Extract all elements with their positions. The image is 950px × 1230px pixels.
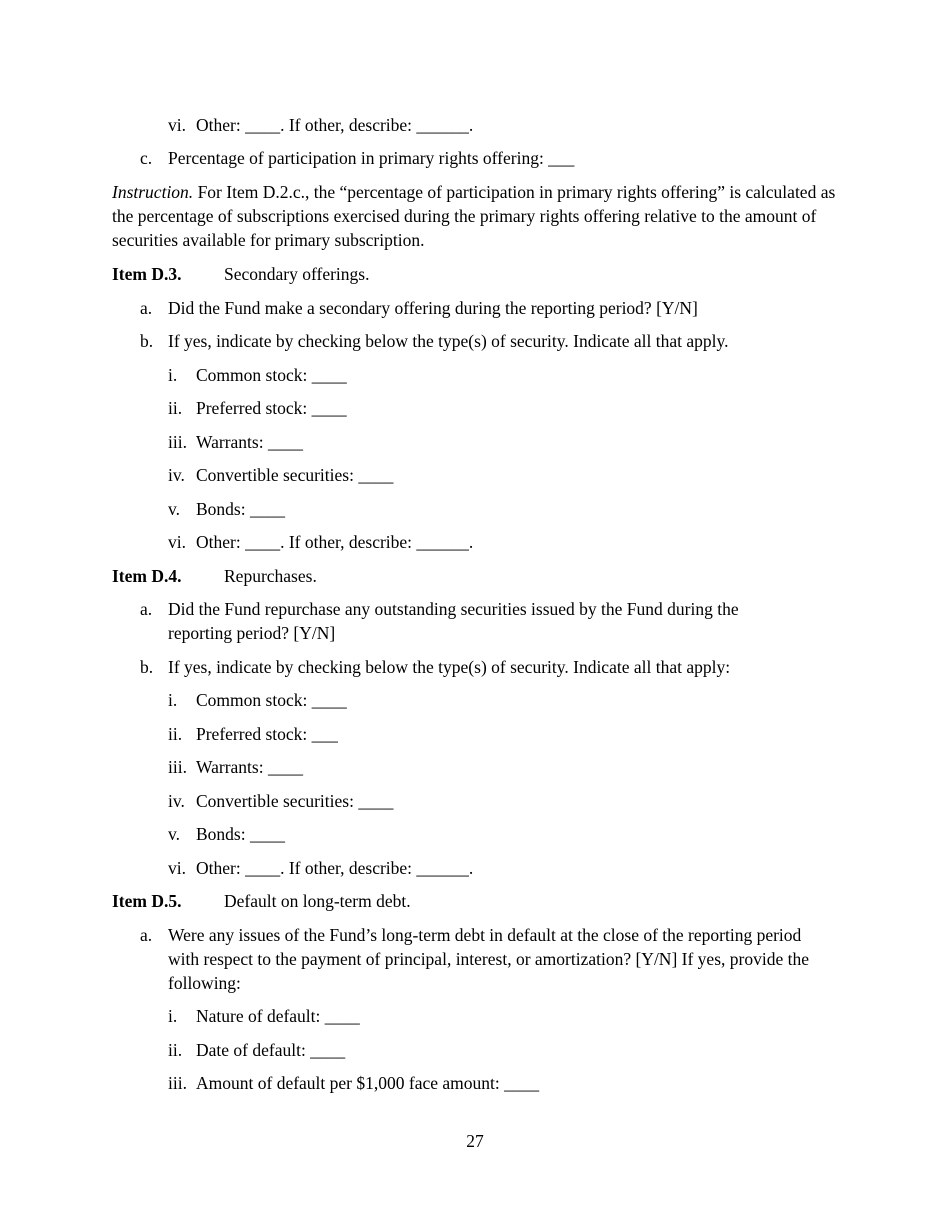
option-marker: iv.	[168, 465, 185, 485]
item-d4-label: Item D.4.	[112, 566, 182, 586]
item-text: If yes, indicate by checking below the type(s) of security. Indicate all that apply.	[168, 331, 729, 351]
d4-option	[168, 688, 347, 712]
d5-a-line	[140, 923, 830, 995]
instruction-label: Instruction.	[112, 182, 194, 202]
option-text: Date of default: ____	[196, 1040, 346, 1060]
option-text: Other: ____. If other, describe: ______.	[196, 115, 474, 135]
item-d5-label: Item D.5.	[112, 891, 182, 911]
item-d3-title: Secondary offerings.	[224, 264, 370, 284]
item-text: Were any issues of the Fund’s long-term debt in default at the close of the reporting period with respect to the payment of principal, interest, or amortization? [Y/N] If yes, provide the following:	[168, 925, 809, 993]
option-marker: vi.	[168, 858, 186, 878]
d2-c-line	[140, 146, 574, 170]
option-marker: v.	[168, 499, 180, 519]
d4-option	[168, 856, 473, 880]
instruction-paragraph	[112, 180, 840, 252]
option-marker: ii.	[168, 724, 183, 744]
option-marker: ii.	[168, 1040, 183, 1060]
item-marker: c.	[140, 148, 153, 168]
option-text: Common stock: ____	[196, 365, 347, 385]
option-text: Amount of default per $1,000 face amount: ____	[196, 1073, 540, 1093]
d3-option	[168, 430, 303, 454]
option-marker: vi.	[168, 532, 186, 552]
item-d3-label: Item D.3.	[112, 264, 182, 284]
option-marker: iii.	[168, 757, 187, 777]
item-marker: a.	[140, 925, 153, 945]
d3-option	[168, 463, 393, 487]
item-text: Did the Fund make a secondary offering during the reporting period? [Y/N]	[168, 298, 698, 318]
page-number: 27	[466, 1131, 484, 1151]
d3-option	[168, 396, 347, 420]
option-text: Warrants: ____	[196, 757, 303, 777]
option-marker: i.	[168, 1006, 178, 1026]
item-text: If yes, indicate by checking below the type(s) of security. Indicate all that apply:	[168, 657, 731, 677]
d5-option	[168, 1071, 539, 1095]
option-text: Convertible securities: ____	[196, 791, 394, 811]
instruction-text: For Item D.2.c., the “percentage of participation in primary rights offering” is calculated as the percentage of subscriptions exercised during the primary rights offering relative to the amount of securities available for primary subscription.	[112, 182, 836, 250]
option-text: Bonds: ____	[196, 499, 285, 519]
d4-option	[168, 789, 393, 813]
d3-a-line	[140, 296, 698, 320]
option-marker: vi.	[168, 115, 186, 135]
d4-a-line	[140, 597, 790, 645]
option-marker: v.	[168, 824, 180, 844]
option-text: Bonds: ____	[196, 824, 285, 844]
d3-b-line	[140, 329, 728, 353]
d4-option	[168, 722, 338, 746]
option-text: Nature of default: ____	[196, 1006, 360, 1026]
option-marker: iii.	[168, 1073, 187, 1093]
d4-option	[168, 822, 285, 846]
d3-option	[168, 497, 285, 521]
option-text: Warrants: ____	[196, 432, 303, 452]
option-text: Preferred stock: ___	[196, 724, 338, 744]
option-text: Other: ____. If other, describe: ______.	[196, 532, 474, 552]
d3-option	[168, 363, 347, 387]
option-marker: ii.	[168, 398, 183, 418]
option-text: Other: ____. If other, describe: ______.	[196, 858, 474, 878]
option-marker: iii.	[168, 432, 187, 452]
option-marker: iv.	[168, 791, 185, 811]
d4-option	[168, 755, 303, 779]
item-text: Percentage of participation in primary rights offering: ___	[168, 148, 575, 168]
item-d5-title: Default on long-term debt.	[224, 891, 411, 911]
d2-option-vi	[168, 113, 473, 137]
d5-option	[168, 1038, 345, 1062]
option-marker: i.	[168, 690, 178, 710]
option-text: Common stock: ____	[196, 690, 347, 710]
d4-b-line	[140, 655, 730, 679]
item-marker: b.	[140, 331, 154, 351]
option-text: Convertible securities: ____	[196, 465, 394, 485]
option-text: Preferred stock: ____	[196, 398, 347, 418]
item-marker: b.	[140, 657, 154, 677]
d5-option	[168, 1004, 360, 1028]
item-marker: a.	[140, 599, 153, 619]
d3-option	[168, 530, 473, 554]
item-d4-title: Repurchases.	[224, 566, 317, 586]
item-text: Did the Fund repurchase any outstanding securities issued by the Fund during the reporting period? [Y/N]	[168, 599, 739, 643]
option-marker: i.	[168, 365, 178, 385]
item-marker: a.	[140, 298, 153, 318]
